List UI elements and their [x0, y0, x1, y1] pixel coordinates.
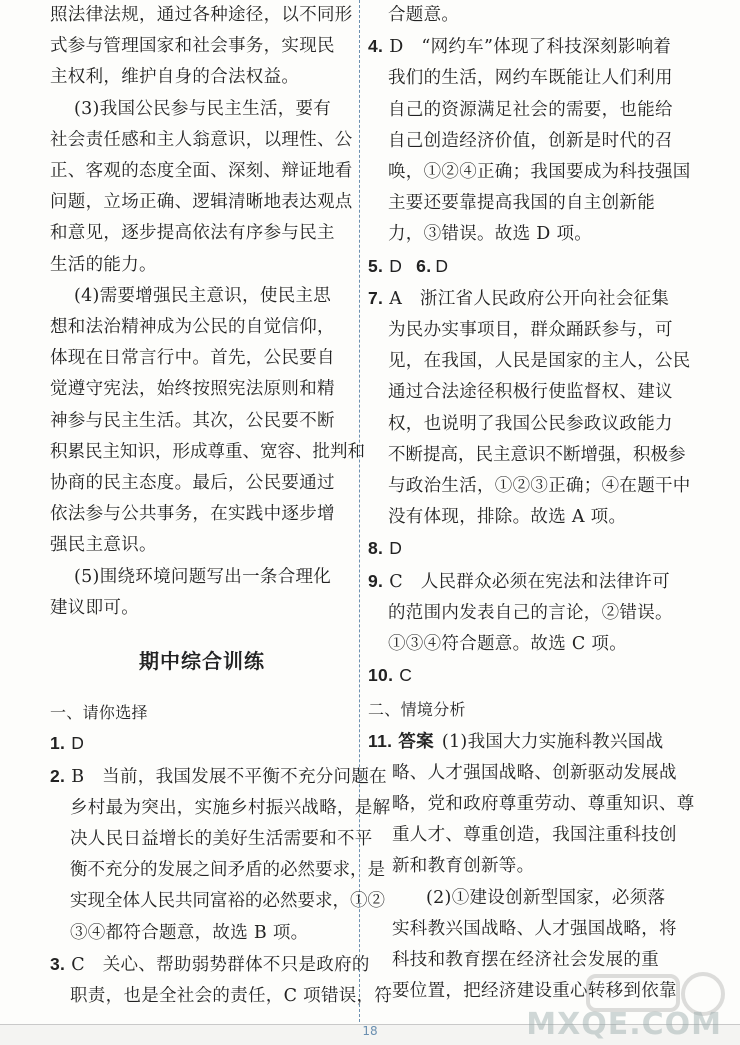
- answer-text-line: 略、人才强国战略、创新驱动发展战: [392, 762, 677, 783]
- paragraph-4-line: 协商的民主态度。最后，公民要通过: [50, 473, 335, 494]
- answer-text-line: 与政治生活，①②③正确；④在题干中: [388, 476, 691, 497]
- answer-text-line: 力，③错误。故选 D 项。: [388, 224, 593, 245]
- answer-text-line: ③④都符合题意，故选 B 项。: [70, 922, 309, 943]
- answer-letter: C: [399, 665, 413, 686]
- answer-item-3: [50, 949, 370, 981]
- paragraph-4-line: 神参与民主生活。其次，公民要不断: [50, 410, 335, 431]
- answer-text-line: 通过合法途径积极行使监督权、建议: [388, 382, 673, 403]
- question-number: 2.: [50, 765, 66, 786]
- answer-text-line: 职责，也是全社会的责任，C 项错误，符: [70, 986, 393, 1007]
- paragraph-4-line: 积累民主知识，形成尊重、宽容、批判和: [50, 441, 365, 462]
- answer-text-line: 自己的资源满足社会的需要，也能给: [388, 99, 673, 120]
- answer-text-line: (2)①建设创新型国家，必须落: [426, 887, 666, 908]
- paragraph-5-line: 建议即可。: [50, 597, 139, 618]
- right-column: [368, 0, 695, 1008]
- answer-text-line: 不断提高，民主意识不断增强，积极参: [388, 444, 686, 465]
- answer-text-line: 实现全体人民共同富裕的必然要求，①②: [70, 891, 385, 912]
- question-number: 4.: [368, 36, 384, 57]
- question-number: 5.: [368, 255, 384, 276]
- answer-item-9: [368, 566, 690, 598]
- question-number: 11.: [368, 730, 393, 751]
- answer-item-10: [368, 660, 690, 692]
- answer-text-line: 自己创造经济价值，创新是时代的召: [388, 130, 673, 151]
- answer-text: C 关心、帮助弱势群体不只是政府的: [71, 954, 370, 975]
- answer-text: A 浙江省人民政府公开向社会征集: [389, 288, 670, 309]
- text-line: 式参与管理国家和社会事务，实现民: [50, 36, 335, 57]
- paragraph-5-line: (5)围绕环境问题写出一条合理化: [74, 566, 332, 587]
- answer-item-1: [50, 728, 354, 760]
- answer-text-line: 实科教兴国战略、人才强国战略，将: [392, 918, 677, 939]
- text-line: 主权利，维护自身的合法权益。: [50, 67, 300, 88]
- answer-item-2: [50, 761, 387, 793]
- paragraph-3-line: 正、客观的态度全面、深刻、辩证地看: [50, 161, 353, 182]
- answer-text-line: 没有体现，排除。故选 A 项。: [388, 507, 627, 528]
- answer-label: 答案: [398, 730, 434, 751]
- answer-item-4: [368, 31, 690, 63]
- question-number: 8.: [368, 538, 384, 559]
- question-number: 6.: [416, 255, 432, 276]
- answer-text-line: 我们的生活，网约车既能让人们利用: [388, 68, 673, 89]
- paragraph-4-line: 想和法治精神成为公民的自觉信仰，: [50, 317, 335, 338]
- answer-letter: D: [389, 538, 403, 559]
- answer-text-line: 衡不充分的发展之间矛盾的必然要求，是: [70, 860, 385, 881]
- question-number: 7.: [368, 287, 384, 308]
- paragraph-3-line: 和意见，逐步提高依法有序参与民主: [50, 223, 335, 244]
- paragraph-4-line: 依法参与公共事务，在实践中逐步增: [50, 504, 335, 525]
- question-number: 3.: [50, 953, 66, 974]
- part-heading: 二、情境分析: [368, 700, 466, 720]
- paragraph-3-line: 社会责任感和主人翁意识，以理性、公: [50, 129, 353, 150]
- answer-text: B 当前，我国发展不平衡不充分问题在: [71, 766, 387, 787]
- paragraph-4-line: 觉遵守宪法，始终按照宪法原则和精: [50, 379, 335, 400]
- question-number: 9.: [368, 570, 384, 591]
- paragraph-3-line: 问题，立场正确、逻辑清晰地表达观点: [50, 192, 353, 213]
- answer-text-line: 为民办实事项目，群众踊跃参与，可: [388, 320, 673, 341]
- question-number: 10.: [368, 665, 394, 686]
- answer-letter: D: [71, 733, 85, 754]
- answer-item-5-6: [368, 251, 690, 283]
- text-line: 照法律法规，通过各种途径，以不同形: [50, 5, 353, 25]
- answer-text: (1)我国大力实施科教兴国战: [441, 731, 664, 752]
- answer-text-line: ①③④符合题意。故选 C 项。: [388, 634, 628, 655]
- answer-item-7: [368, 283, 690, 315]
- answer-text: C 人民群众必须在宪法和法律许可: [389, 571, 670, 592]
- answer-text-line: 重人才、尊重创造，我国注重科技创: [392, 825, 677, 846]
- answer-letter: D: [435, 255, 449, 276]
- answer-text-line: 主要还要靠提高我国的自主创新能: [388, 193, 655, 214]
- answer-text-line: 唤，①②④正确；我国要成为科技强国: [388, 162, 691, 183]
- paragraph-3-line: (3)我国公民参与民主生活，要有: [74, 98, 332, 119]
- page-number: 18: [362, 1024, 378, 1038]
- paragraph-4-line: 强民主意识。: [50, 535, 157, 556]
- answer-text-line: 科技和教育摆在经济社会发展的重: [392, 950, 659, 971]
- paragraph-3-line: 生活的能力。: [50, 254, 157, 275]
- answer-text-line: 乡村最为突出，实施乡村振兴战略，是解: [70, 797, 391, 818]
- paragraph-4-line: (4)需要增强民主意识，使民主思: [74, 285, 332, 306]
- part-heading: 一、请你选择: [50, 703, 148, 723]
- paragraph-4-line: 体现在日常言行中。首先，公民要自: [50, 348, 335, 369]
- answer-text-line: 权，也说明了我国公民参政议政能力: [388, 413, 673, 434]
- answer-text-line: 要位置，把经济建设重心转移到依靠: [392, 981, 677, 1002]
- answer-letter: D: [389, 255, 403, 276]
- answer-text-line: 见，在我国，人民是国家的主人，公民: [388, 351, 691, 372]
- answer-item-11: [368, 726, 690, 758]
- answer-text-line: 的范围内发表自己的言论，②错误。: [388, 602, 673, 623]
- question-number: 1.: [50, 733, 66, 754]
- section-title: 期中综合训练: [139, 649, 265, 674]
- answer-text: D “网约车”体现了科技深刻影响着: [389, 37, 672, 58]
- answer-text-line: 合题意。: [388, 5, 460, 25]
- answer-item-8: [368, 533, 690, 565]
- watermark-text: MXQE.COM: [526, 1007, 722, 1042]
- answer-text-line: 新和教育创新等。: [392, 856, 535, 877]
- answer-text-line: 决人民日益增长的美好生活需要和不平: [70, 829, 373, 850]
- answer-text-line: 略，党和政府尊重劳动、尊重知识、尊: [392, 794, 695, 815]
